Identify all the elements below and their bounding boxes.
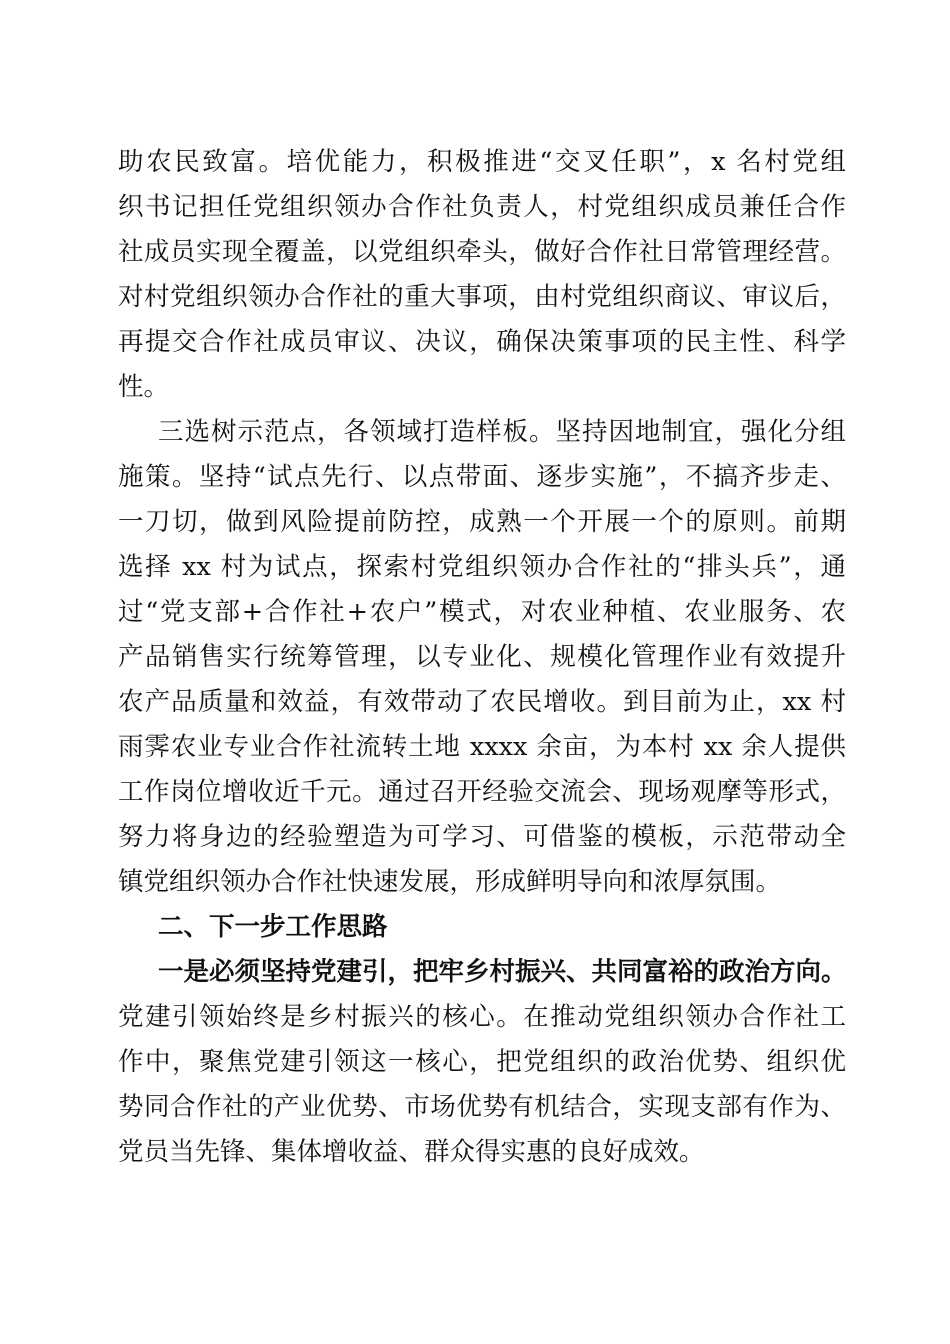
paragraph-line: 再提交合作社成员审议、决议，确保决策事项的民主性、科学: [118, 327, 846, 357]
paragraph-line: 农产品质量和效益，有效带动了农民增收。到目前为止，xx 村: [118, 687, 846, 717]
section-heading: 二、下一步工作思路: [158, 912, 388, 942]
paragraph-3: [118, 950, 846, 1175]
paragraph-line: 对村党组织领办合作社的重大事项，由村党组织商议、审议后，: [118, 282, 846, 312]
paragraph-line: 镇党组织领办合作社快速发展，形成鲜明导向和浓厚氛围。: [118, 867, 782, 897]
paragraph-1: [118, 140, 846, 410]
paragraph-line: 一是必须坚持党建引，把牢乡村振兴、共同富裕的政治方向。: [158, 957, 847, 987]
section-heading-block: [118, 905, 846, 950]
paragraph-line: 作中，聚焦党建引领这一核心，把党组织的政治优势、组织优: [118, 1047, 846, 1077]
paragraph-line: 性。: [118, 372, 170, 402]
paragraph-line: 党建引领始终是乡村振兴的核心。在推动党组织领办合作社工: [118, 1002, 846, 1032]
paragraph-line: 选择 xx 村为试点，探索村党组织领办合作社的“排头兵”，通: [118, 552, 846, 582]
paragraph-line: 织书记担任党组织领办合作社负责人，村党组织成员兼任合作: [118, 192, 846, 222]
paragraph-line: 施策。坚持“试点先行、以点带面、逐步实施”，不搞齐步走、: [118, 462, 846, 492]
paragraph-line: 党员当先锋、集体增收益、群众得实惠的良好成效。: [118, 1137, 705, 1167]
paragraph-line: 一刀切，做到风险提前防控，成熟一个开展一个的原则。前期: [118, 507, 846, 537]
paragraph-line: 社成员实现全覆盖，以党组织牵头，做好合作社日常管理经营。: [118, 237, 846, 267]
paragraph-line: 工作岗位增收近千元。通过召开经验交流会、现场观摩等形式，: [118, 777, 846, 807]
paragraph-2: [118, 410, 846, 905]
paragraph-line: 产品销售实行统筹管理，以专业化、规模化管理作业有效提升: [118, 642, 846, 672]
paragraph-line: 三选树示范点，各领域打造样板。坚持因地制宜，强化分组: [158, 417, 846, 447]
paragraph-line: 势同合作社的产业优势、市场优势有机结合，实现支部有作为、: [118, 1092, 846, 1122]
paragraph-line: 雨霁农业专业合作社流转土地 xxxx 余亩，为本村 xx 余人提供: [118, 732, 846, 762]
paragraph-line: 过“党支部+合作社+农户”模式，对农业种植、农业服务、农: [118, 597, 846, 627]
paragraph-line: 努力将身边的经验塑造为可学习、可借鉴的模板，示范带动全: [118, 822, 846, 852]
paragraph-line: 助农民致富。培优能力，积极推进“交叉任职”，x 名村党组: [118, 147, 846, 177]
